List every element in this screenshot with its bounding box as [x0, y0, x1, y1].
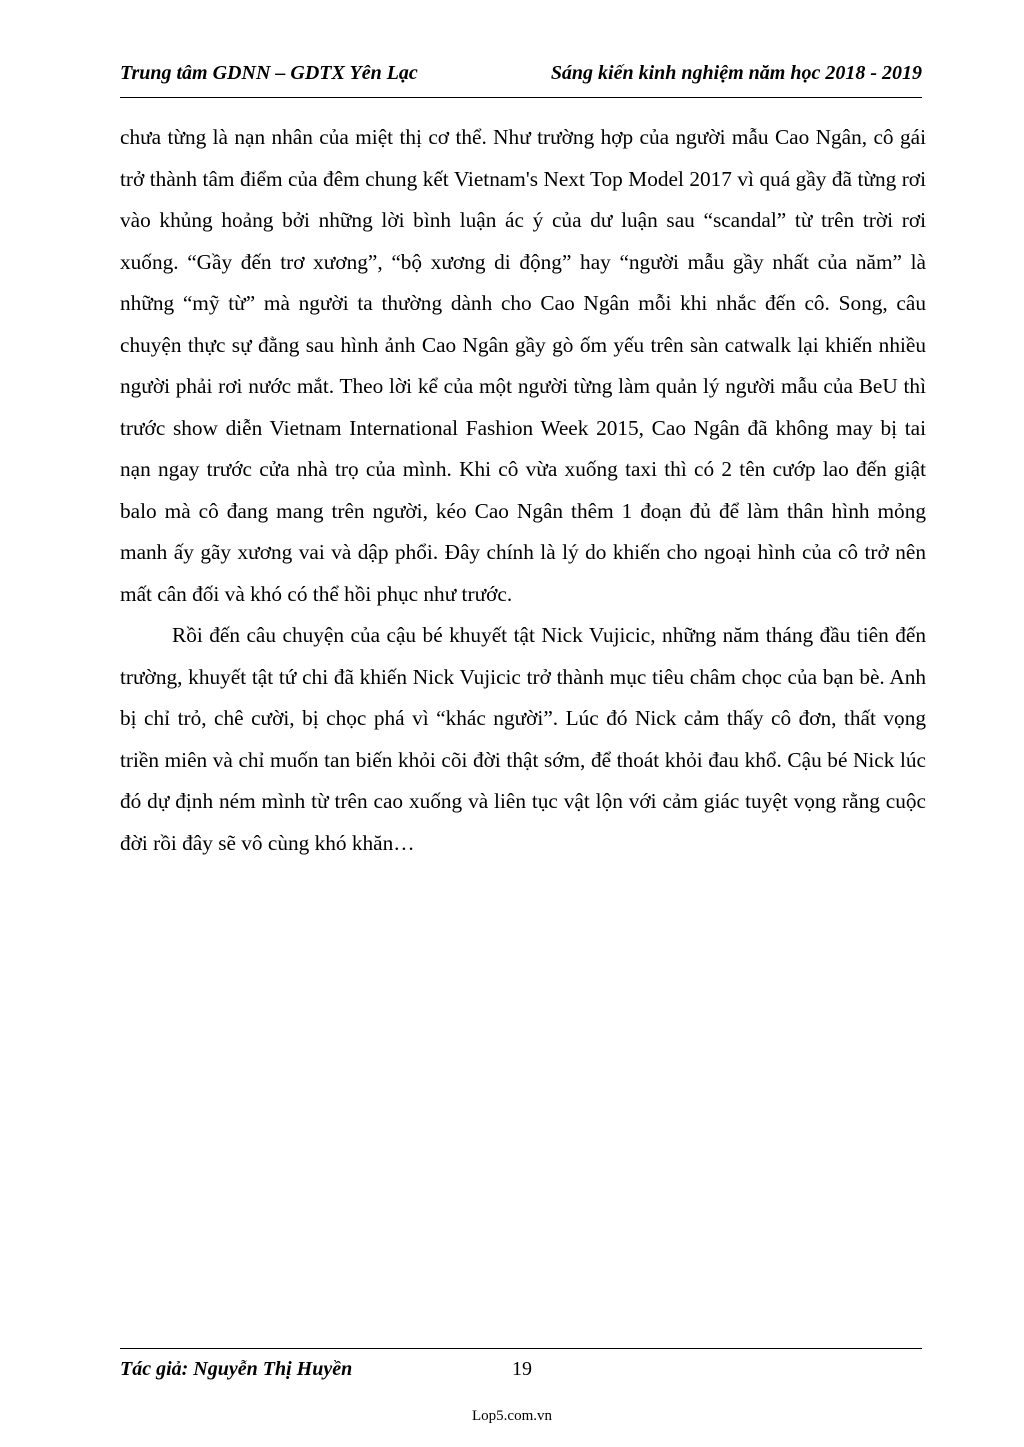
body-paragraph: Rồi đến câu chuyện của cậu bé khuyết tật Nick Vujicic, những năm tháng đầu tiên đến trường, khuyết tật tứ chi đã khiến Nick Vujicic trở thành mục tiêu châm chọc của bạn bè. Anh bị chỉ trỏ, chê cười, bị chọc phá vì “khác người”. Lúc đó Nick cảm thấy cô đơn, thất vọng triền miên và chỉ muốn tan biến khỏi cõi đời thật sớm, để thoát khỏi đau khổ. Cậu bé Nick lúc đó dự định ném mình từ trên cao xuống và liên tục vật lộn với cảm giác tuyệt vọng rằng cuộc đời rồi đây sẽ vô cùng khó khăn…	[120, 623, 926, 855]
header-document-title: Sáng kiến kinh nghiệm năm học 2018 - 2019	[550, 62, 922, 84]
site-watermark: Lop5.com.vn	[472, 1408, 552, 1424]
document-body	[120, 117, 926, 864]
page-number: 19	[512, 1358, 532, 1380]
footer-author: Tác giả: Nguyễn Thị Huyền	[120, 1358, 353, 1380]
body-paragraph-continued: chưa từng là nạn nhân của miệt thị cơ thể. Như trường hợp của người mẫu Cao Ngân, cô gái trở thành tâm điểm của đêm chung kết Vietnam's Next Top Model 2017 vì quá gầy đã từng rơi vào khủng hoảng bởi những lời bình luận ác ý của dư luận sau “scandal” từ trên trời rơi xuống. “Gầy đến trơ xương”, “bộ xương di động” hay “người mẫu gầy nhất của năm” là những “mỹ từ” mà người ta thường dành cho Cao Ngân mỗi khi nhắc đến cô. Song, câu chuyện thực sự đằng sau hình ảnh Cao Ngân gầy gò ốm yếu trên sàn catwalk lại khiến nhiều người phải rơi nước mắt. Theo lời kể của một người từng làm quản lý người mẫu của BeU thì trước show diễn Vietnam International Fashion Week 2015, Cao Ngân đã không may bị tai nạn ngay trước cửa nhà trọ của mình. Khi cô vừa xuống taxi thì có 2 tên cướp lao đến giật balo mà cô đang mang trên người, kéo Cao Ngân thêm 1 đoạn đủ để làm thân hình mỏng manh ấy gãy xương vai và dập phổi. Đây chính là lý do khiến cho ngoại hình của cô trở nên mất cân đối và khó có thể hồi phục như trước.	[120, 125, 926, 606]
page-header	[120, 62, 922, 90]
header-divider	[120, 97, 922, 98]
footer-divider	[120, 1348, 922, 1349]
header-school-name: Trung tâm GDNN – GDTX Yên Lạc	[120, 62, 418, 84]
